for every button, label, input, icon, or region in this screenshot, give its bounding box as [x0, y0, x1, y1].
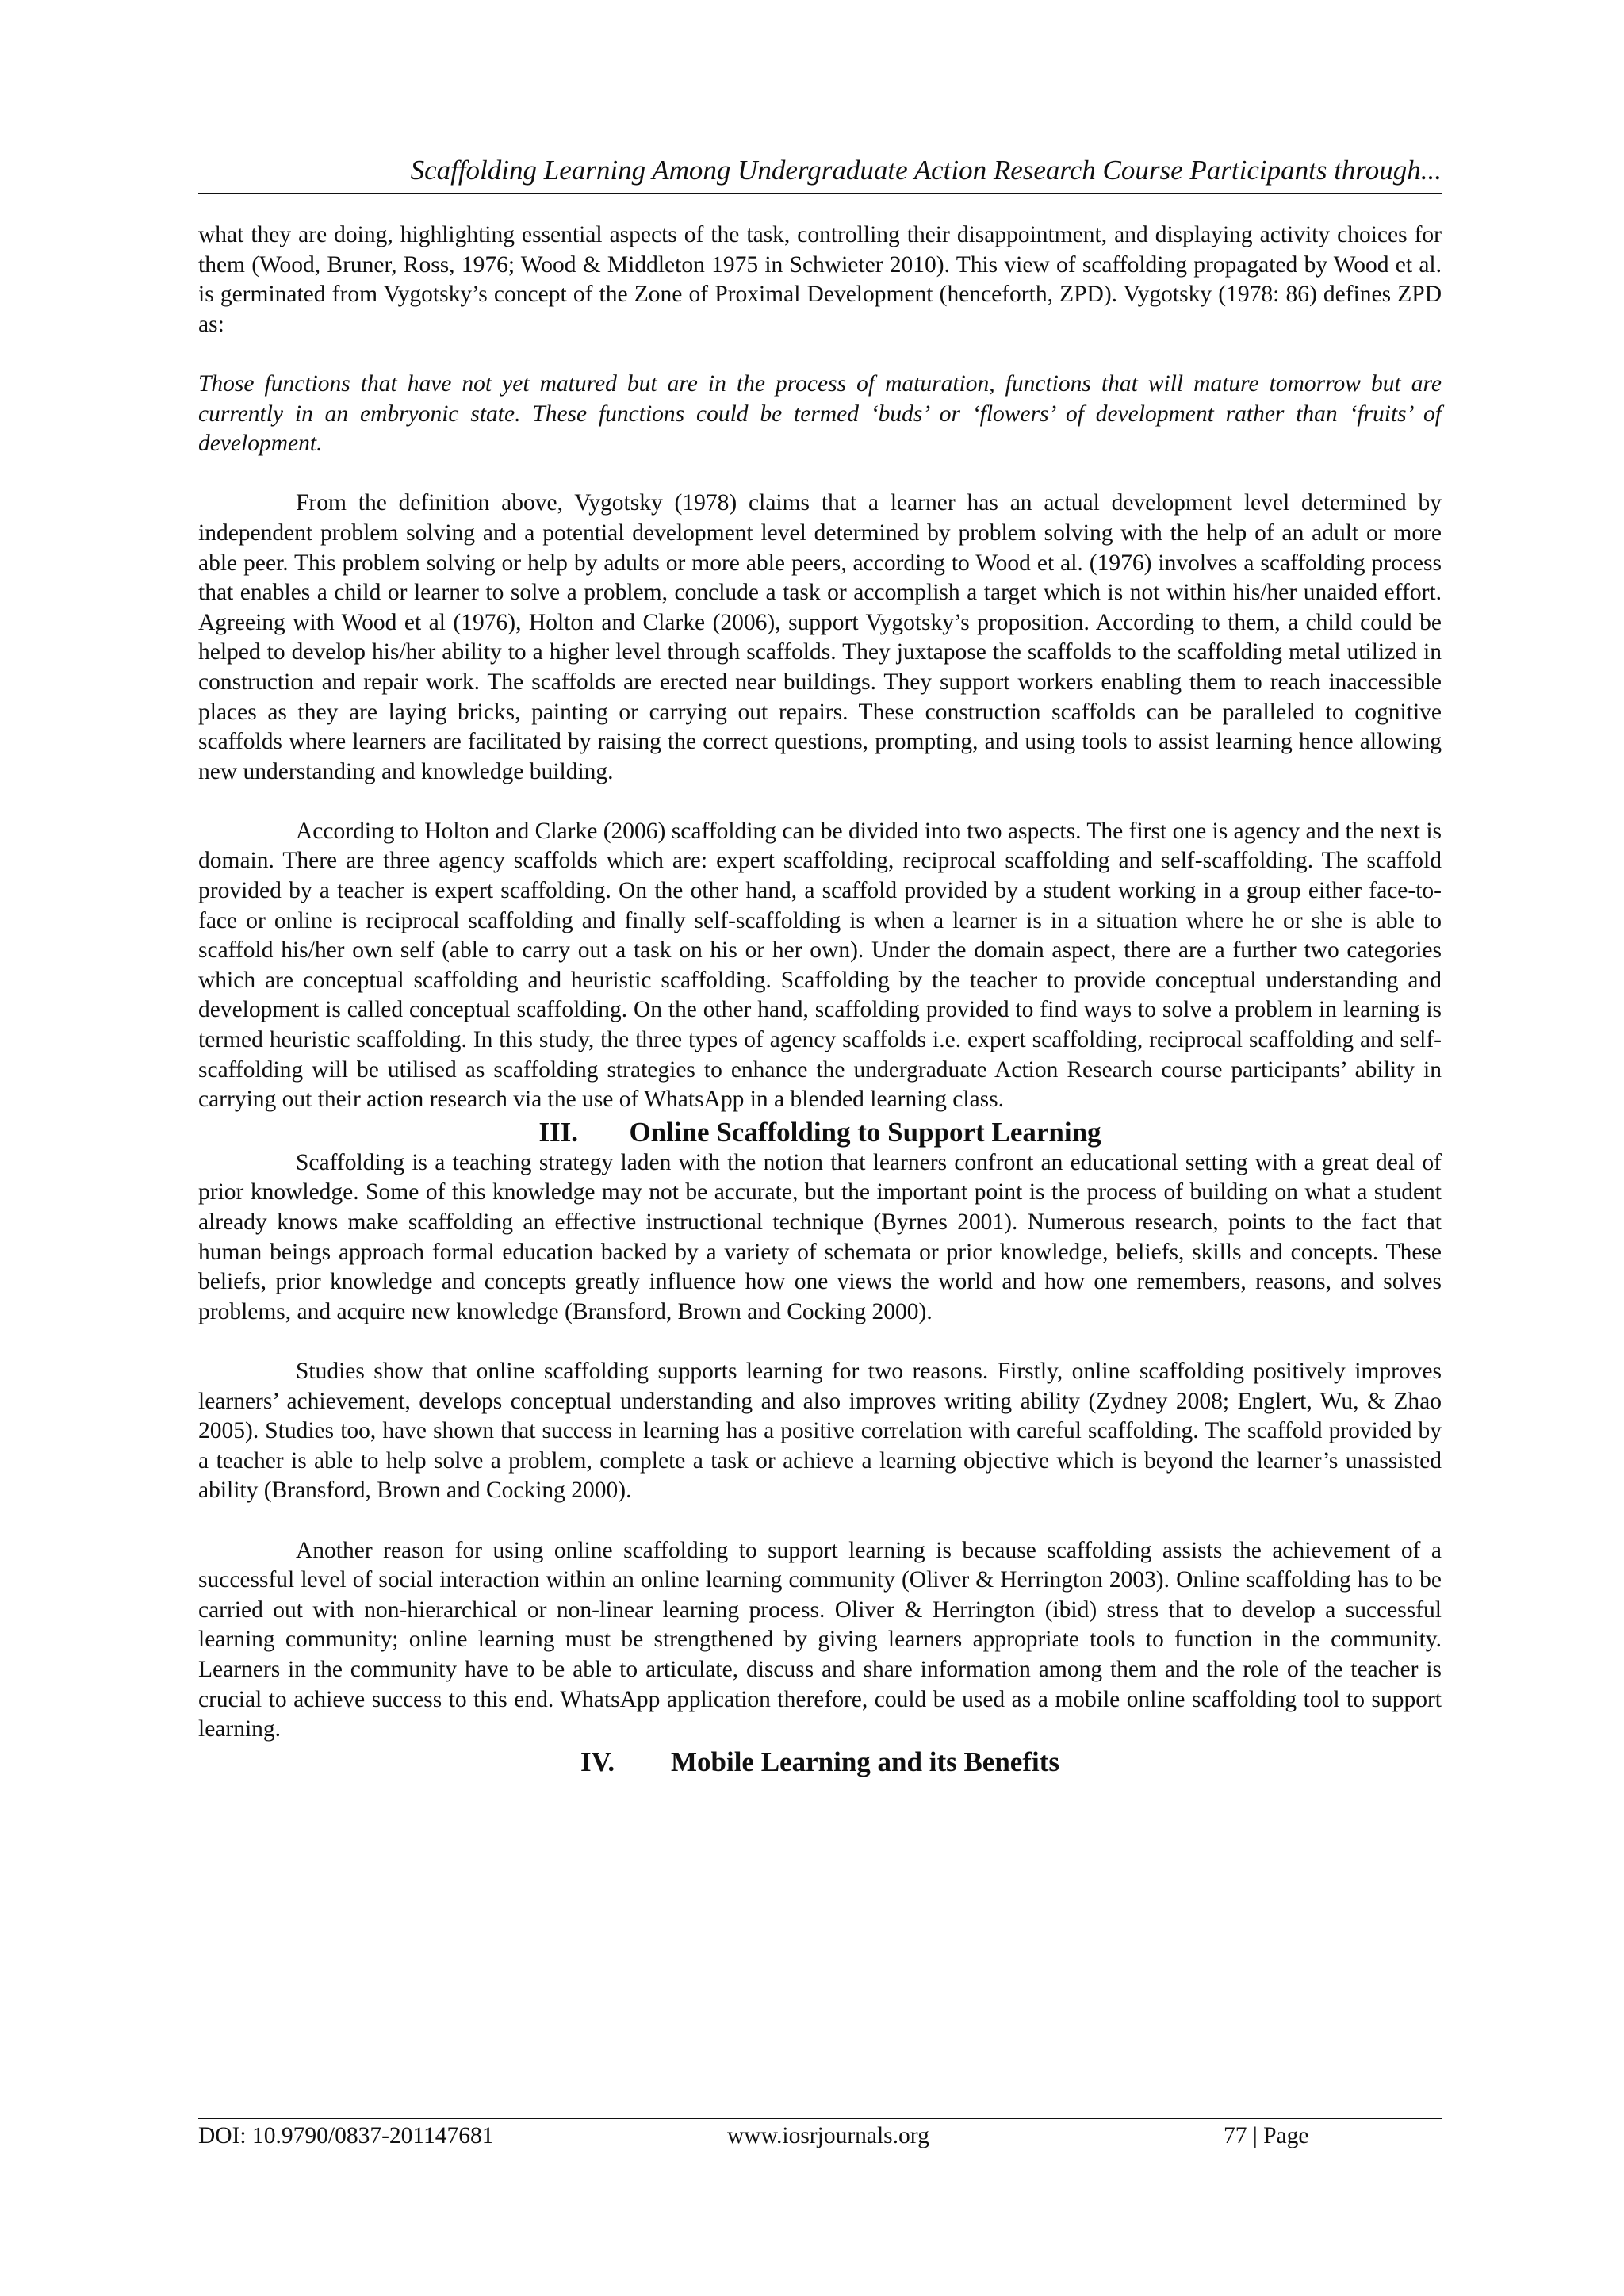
- paragraph-continued: what they are doing, highlighting essential aspects of the task, controlling their disappointment, and displaying activity choices for them (Wood, Bruner, Ross, 1976; Wood & Middleton 1975 in Schwieter 2010). This view of scaffolding propagated by Wood et al. is germinated from Vygotsky’s concept of the Zone of Proximal Development (henceforth, ZPD). Vygotsky (1978: 86) defines ZPD as:: [198, 222, 1442, 337]
- paragraph: Scaffolding is a teaching strategy laden with the notion that learners confront an educational setting with a great deal of prior knowledge. Some of this knowledge may not be accurate, but the important point is the process of building on what a student already knows make scaffolding an effective instructional technique (Byrnes 2001). Numerous research, points to the fact that human beings approach formal education backed by a variety of schemata or prior knowledge, beliefs, skills and concepts. These beliefs, prior knowledge and concepts greatly influence how one views the world and how one remembers, reasons, and solves problems, and acquire new knowledge (Bransford, Brown and Cocking 2000).: [198, 1149, 1442, 1324]
- section-number: IV.: [580, 1746, 615, 1777]
- footer-doi: DOI: 10.9790/0837-201147681: [198, 2123, 494, 2148]
- section-heading-iv: [198, 1745, 1442, 1778]
- page-footer: [198, 2120, 1442, 2152]
- footer-page-number: 77 | Page: [1224, 2123, 1309, 2148]
- footer-website: www.iosrjournals.org: [727, 2123, 929, 2148]
- section-number: III.: [538, 1116, 579, 1148]
- running-header: Scaffolding Learning Among Undergraduate Action Research Course Participants through...: [410, 155, 1442, 186]
- section-title: Online Scaffolding to Support Learning: [629, 1116, 1101, 1148]
- header-rule: [198, 193, 1442, 194]
- paragraph: According to Holton and Clarke (2006) scaffolding can be divided into two aspects. The first one is agency and the next is domain. There are three agency scaffolds which are: expert scaffolding, reciprocal scaffolding and self-scaffolding. The scaffold provided by a teacher is expert scaffolding. On the other hand, a scaffold provided by a student working in a group either face-to-face or online is reciprocal scaffolding and finally self-scaffolding is when a learner is in a situation where he or she is able to scaffold his/her own self (able to carry out a task on his or her own). Under the domain aspect, there are a further two categories which are conceptual scaffolding and heuristic scaffolding. Scaffolding by the teacher to provide conceptual understanding and development is called conceptual scaffolding. On the other hand, scaffolding provided to find ways to solve a problem in learning is termed heuristic scaffolding. In this study, the three types of agency scaffolds i.e. expert scaffolding, reciprocal scaffolding and self-scaffolding will be utilised as scaffolding strategies to enhance the undergraduate Action Research course participants’ ability in carrying out their action research via the use of WhatsApp in a blended learning class.: [198, 818, 1442, 1113]
- paragraph: Studies show that online scaffolding supports learning for two reasons. Firstly, online scaffolding positively improves learners’ achievement, develops conceptual understanding and also improves writing ability (Zydney 2008; Englert, Wu, & Zhao 2005). Studies too, have shown that success in learning has a positive correlation with careful scaffolding. The scaffold provided by a teacher is able to help solve a problem, complete a task or achieve a learning objective which is beyond the learner’s unassisted ability (Bransford, Brown and Cocking 2000).: [198, 1358, 1442, 1504]
- block-quote: Those functions that have not yet matured but are in the process of maturation, functions that will mature tomorrow but are currently in an embryonic state. These functions could be termed ‘buds’ or ‘flowers’ of development rather than ‘fruits’ of development.: [198, 370, 1442, 457]
- paragraph: From the definition above, Vygotsky (1978) claims that a learner has an actual development level determined by independent problem solving and a potential development level determined by problem solving with the help of an adult or more able peer. This problem solving or help by adults or more able peers, according to Wood et al. (1976) involves a scaffolding process that enables a child or learner to solve a problem, conclude a task or accomplish a target which is not within his/her unaided effort. Agreeing with Wood et al (1976), Holton and Clarke (2006), support Vygotsky’s proposition. According to them, a child could be helped to develop his/her ability to a higher level through scaffolds. They juxtapose the scaffolds to the scaffolding metal utilized in construction and repair work. The scaffolds are erected near buildings. They support workers enabling them to reach inaccessible places as they are laying bricks, painting or carrying out repairs. These construction scaffolds can be paralleled to cognitive scaffolds where learners are facilitated by raising the correct questions, prompting, and using tools to assist learning hence allowing new understanding and knowledge building.: [198, 490, 1442, 784]
- paragraph: Another reason for using online scaffolding to support learning is because scaffolding assists the achievement of a successful level of social interaction within an online learning community (Oliver & Herrington 2003). Online scaffolding has to be carried out with non-hierarchical or non-linear learning process. Oliver & Herrington (ibid) stress that to develop a successful learning community; online learning must be strengthened by giving learners appropriate tools to function in the community. Learners in the community have to be able to articulate, discuss and share information among them and the role of the teacher is crucial to achieve success to this end. WhatsApp application therefore, could be used as a mobile online scaffolding tool to support learning.: [198, 1537, 1442, 1742]
- page-content: [198, 220, 1442, 1778]
- section-title: Mobile Learning and its Benefits: [670, 1746, 1060, 1777]
- footer-rule: [198, 2118, 1442, 2119]
- section-heading-iii: [198, 1115, 1442, 1148]
